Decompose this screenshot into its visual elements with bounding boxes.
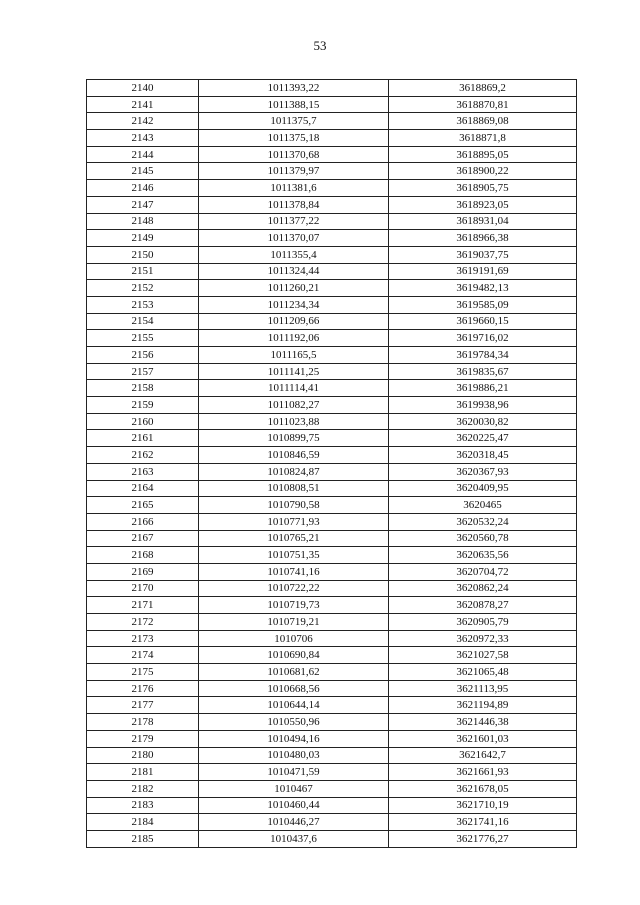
y-coordinate-cell: 3620862,24: [389, 580, 577, 597]
x-coordinate-cell: 1011192,06: [199, 330, 389, 347]
x-coordinate-cell: 1010771,93: [199, 513, 389, 530]
x-coordinate-cell: 1010471,59: [199, 764, 389, 781]
point-number-cell: 2143: [87, 130, 199, 147]
y-coordinate-cell: 3620704,72: [389, 563, 577, 580]
y-coordinate-cell: 3619660,15: [389, 313, 577, 330]
page-number: 53: [313, 38, 327, 53]
x-coordinate-cell: 1010790,58: [199, 497, 389, 514]
table-row: [87, 380, 577, 397]
point-number-cell: 2185: [87, 830, 199, 847]
point-number-cell: 2180: [87, 747, 199, 764]
y-coordinate-cell: 3621776,27: [389, 830, 577, 847]
y-coordinate-cell: 3619835,67: [389, 363, 577, 380]
table-row: [87, 296, 577, 313]
y-coordinate-cell: 3621113,95: [389, 680, 577, 697]
x-coordinate-cell: 1010824,87: [199, 463, 389, 480]
x-coordinate-cell: 1010460,44: [199, 797, 389, 814]
table-row: [87, 547, 577, 564]
table-row: [87, 697, 577, 714]
table-row: [87, 664, 577, 681]
y-coordinate-cell: 3618870,81: [389, 96, 577, 113]
table-row: [87, 146, 577, 163]
y-coordinate-cell: 3620409,95: [389, 480, 577, 497]
point-number-cell: 2178: [87, 714, 199, 731]
point-number-cell: 2172: [87, 614, 199, 631]
x-coordinate-cell: 1010719,73: [199, 597, 389, 614]
point-number-cell: 2165: [87, 497, 199, 514]
y-coordinate-cell: 3618931,04: [389, 213, 577, 230]
x-coordinate-cell: 1010741,16: [199, 563, 389, 580]
x-coordinate-cell: 1011209,66: [199, 313, 389, 330]
table-row: [87, 430, 577, 447]
table-row: [87, 230, 577, 247]
point-number-cell: 2166: [87, 513, 199, 530]
x-coordinate-cell: 1011355,4: [199, 246, 389, 263]
table-row: [87, 330, 577, 347]
table-row: [87, 764, 577, 781]
y-coordinate-cell: 3620225,47: [389, 430, 577, 447]
table-row: [87, 447, 577, 464]
table-row: [87, 397, 577, 414]
table-row: [87, 180, 577, 197]
y-coordinate-cell: 3619938,96: [389, 397, 577, 414]
point-number-cell: 2161: [87, 430, 199, 447]
x-coordinate-cell: 1010706: [199, 630, 389, 647]
point-number-cell: 2159: [87, 397, 199, 414]
y-coordinate-cell: 3621661,93: [389, 764, 577, 781]
x-coordinate-cell: 1011377,22: [199, 213, 389, 230]
x-coordinate-cell: 1010899,75: [199, 430, 389, 447]
point-number-cell: 2176: [87, 680, 199, 697]
x-coordinate-cell: 1011023,88: [199, 413, 389, 430]
x-coordinate-cell: 1010437,6: [199, 830, 389, 847]
y-coordinate-cell: 3620532,24: [389, 513, 577, 530]
y-coordinate-cell: 3621446,38: [389, 714, 577, 731]
y-coordinate-cell: 3621678,05: [389, 780, 577, 797]
y-coordinate-cell: 3618905,75: [389, 180, 577, 197]
point-number-cell: 2148: [87, 213, 199, 230]
point-number-cell: 2183: [87, 797, 199, 814]
point-number-cell: 2142: [87, 113, 199, 130]
point-number-cell: 2177: [87, 697, 199, 714]
y-coordinate-cell: 3621741,16: [389, 814, 577, 831]
y-coordinate-cell: 3621601,03: [389, 730, 577, 747]
x-coordinate-cell: 1011324,44: [199, 263, 389, 280]
y-coordinate-cell: 3618871,8: [389, 130, 577, 147]
table-row: [87, 597, 577, 614]
point-number-cell: 2145: [87, 163, 199, 180]
point-number-cell: 2146: [87, 180, 199, 197]
table-row: [87, 80, 577, 97]
y-coordinate-cell: 3620367,93: [389, 463, 577, 480]
table-row: [87, 730, 577, 747]
point-number-cell: 2173: [87, 630, 199, 647]
y-coordinate-cell: 3618900,22: [389, 163, 577, 180]
point-number-cell: 2162: [87, 447, 199, 464]
table-row: [87, 313, 577, 330]
table-row: [87, 263, 577, 280]
y-coordinate-cell: 3620635,56: [389, 547, 577, 564]
table-row: [87, 563, 577, 580]
table-row: [87, 497, 577, 514]
point-number-cell: 2141: [87, 96, 199, 113]
table-row: [87, 130, 577, 147]
point-number-cell: 2149: [87, 230, 199, 247]
coordinates-table-body: [87, 80, 577, 848]
y-coordinate-cell: 3618869,08: [389, 113, 577, 130]
table-row: [87, 463, 577, 480]
x-coordinate-cell: 1010765,21: [199, 530, 389, 547]
point-number-cell: 2153: [87, 296, 199, 313]
x-coordinate-cell: 1011165,5: [199, 347, 389, 364]
point-number-cell: 2155: [87, 330, 199, 347]
table-row: [87, 780, 577, 797]
y-coordinate-cell: 3621194,89: [389, 697, 577, 714]
y-coordinate-cell: 3621065,48: [389, 664, 577, 681]
table-row: [87, 747, 577, 764]
table-row: [87, 196, 577, 213]
point-number-cell: 2152: [87, 280, 199, 297]
point-number-cell: 2167: [87, 530, 199, 547]
y-coordinate-cell: 3620465: [389, 497, 577, 514]
coordinates-table: [86, 79, 577, 848]
point-number-cell: 2151: [87, 263, 199, 280]
x-coordinate-cell: 1010751,35: [199, 547, 389, 564]
point-number-cell: 2147: [87, 196, 199, 213]
y-coordinate-cell: 3620905,79: [389, 614, 577, 631]
table-row: [87, 814, 577, 831]
table-row: [87, 246, 577, 263]
y-coordinate-cell: 3618923,05: [389, 196, 577, 213]
point-number-cell: 2169: [87, 563, 199, 580]
x-coordinate-cell: 1011388,15: [199, 96, 389, 113]
point-number-cell: 2158: [87, 380, 199, 397]
y-coordinate-cell: 3620972,33: [389, 630, 577, 647]
x-coordinate-cell: 1011260,21: [199, 280, 389, 297]
point-number-cell: 2150: [87, 246, 199, 263]
x-coordinate-cell: 1011234,34: [199, 296, 389, 313]
y-coordinate-cell: 3621710,19: [389, 797, 577, 814]
point-number-cell: 2181: [87, 764, 199, 781]
x-coordinate-cell: 1010494,16: [199, 730, 389, 747]
table-row: [87, 580, 577, 597]
x-coordinate-cell: 1011141,25: [199, 363, 389, 380]
point-number-cell: 2174: [87, 647, 199, 664]
table-row: [87, 347, 577, 364]
x-coordinate-cell: 1010808,51: [199, 480, 389, 497]
table-row: [87, 163, 577, 180]
point-number-cell: 2154: [87, 313, 199, 330]
point-number-cell: 2157: [87, 363, 199, 380]
x-coordinate-cell: 1010644,14: [199, 697, 389, 714]
y-coordinate-cell: 3621642,7: [389, 747, 577, 764]
point-number-cell: 2163: [87, 463, 199, 480]
table-row: [87, 280, 577, 297]
table-row: [87, 647, 577, 664]
table-row: [87, 113, 577, 130]
x-coordinate-cell: 1010446,27: [199, 814, 389, 831]
table-row: [87, 413, 577, 430]
x-coordinate-cell: 1010719,21: [199, 614, 389, 631]
x-coordinate-cell: 1010480,03: [199, 747, 389, 764]
y-coordinate-cell: 3619482,13: [389, 280, 577, 297]
table-row: [87, 480, 577, 497]
table-row: [87, 797, 577, 814]
y-coordinate-cell: 3620030,82: [389, 413, 577, 430]
table-row: [87, 530, 577, 547]
x-coordinate-cell: 1011082,27: [199, 397, 389, 414]
y-coordinate-cell: 3620318,45: [389, 447, 577, 464]
table-row: [87, 363, 577, 380]
point-number-cell: 2175: [87, 664, 199, 681]
y-coordinate-cell: 3619037,75: [389, 246, 577, 263]
x-coordinate-cell: 1011381,6: [199, 180, 389, 197]
point-number-cell: 2168: [87, 547, 199, 564]
x-coordinate-cell: 1011375,18: [199, 130, 389, 147]
point-number-cell: 2140: [87, 80, 199, 97]
point-number-cell: 2170: [87, 580, 199, 597]
y-coordinate-cell: 3619585,09: [389, 296, 577, 313]
y-coordinate-cell: 3618895,05: [389, 146, 577, 163]
x-coordinate-cell: 1011393,22: [199, 80, 389, 97]
x-coordinate-cell: 1011370,07: [199, 230, 389, 247]
point-number-cell: 2164: [87, 480, 199, 497]
x-coordinate-cell: 1010722,22: [199, 580, 389, 597]
table-row: [87, 630, 577, 647]
y-coordinate-cell: 3619716,02: [389, 330, 577, 347]
point-number-cell: 2179: [87, 730, 199, 747]
point-number-cell: 2144: [87, 146, 199, 163]
y-coordinate-cell: 3619191,69: [389, 263, 577, 280]
y-coordinate-cell: 3618869,2: [389, 80, 577, 97]
x-coordinate-cell: 1011375,7: [199, 113, 389, 130]
y-coordinate-cell: 3619784,34: [389, 347, 577, 364]
x-coordinate-cell: 1010668,56: [199, 680, 389, 697]
x-coordinate-cell: 1011114,41: [199, 380, 389, 397]
x-coordinate-cell: 1011379,97: [199, 163, 389, 180]
y-coordinate-cell: 3619886,21: [389, 380, 577, 397]
table-row: [87, 96, 577, 113]
table-row: [87, 830, 577, 847]
point-number-cell: 2171: [87, 597, 199, 614]
y-coordinate-cell: 3618966,38: [389, 230, 577, 247]
y-coordinate-cell: 3621027,58: [389, 647, 577, 664]
x-coordinate-cell: 1011378,84: [199, 196, 389, 213]
y-coordinate-cell: 3620878,27: [389, 597, 577, 614]
x-coordinate-cell: 1011370,68: [199, 146, 389, 163]
x-coordinate-cell: 1010550,96: [199, 714, 389, 731]
table-row: [87, 714, 577, 731]
table-row: [87, 213, 577, 230]
x-coordinate-cell: 1010846,59: [199, 447, 389, 464]
point-number-cell: 2184: [87, 814, 199, 831]
x-coordinate-cell: 1010681,62: [199, 664, 389, 681]
y-coordinate-cell: 3620560,78: [389, 530, 577, 547]
x-coordinate-cell: 1010467: [199, 780, 389, 797]
point-number-cell: 2160: [87, 413, 199, 430]
point-number-cell: 2182: [87, 780, 199, 797]
table-row: [87, 614, 577, 631]
table-row: [87, 680, 577, 697]
table-row: [87, 513, 577, 530]
x-coordinate-cell: 1010690,84: [199, 647, 389, 664]
point-number-cell: 2156: [87, 347, 199, 364]
